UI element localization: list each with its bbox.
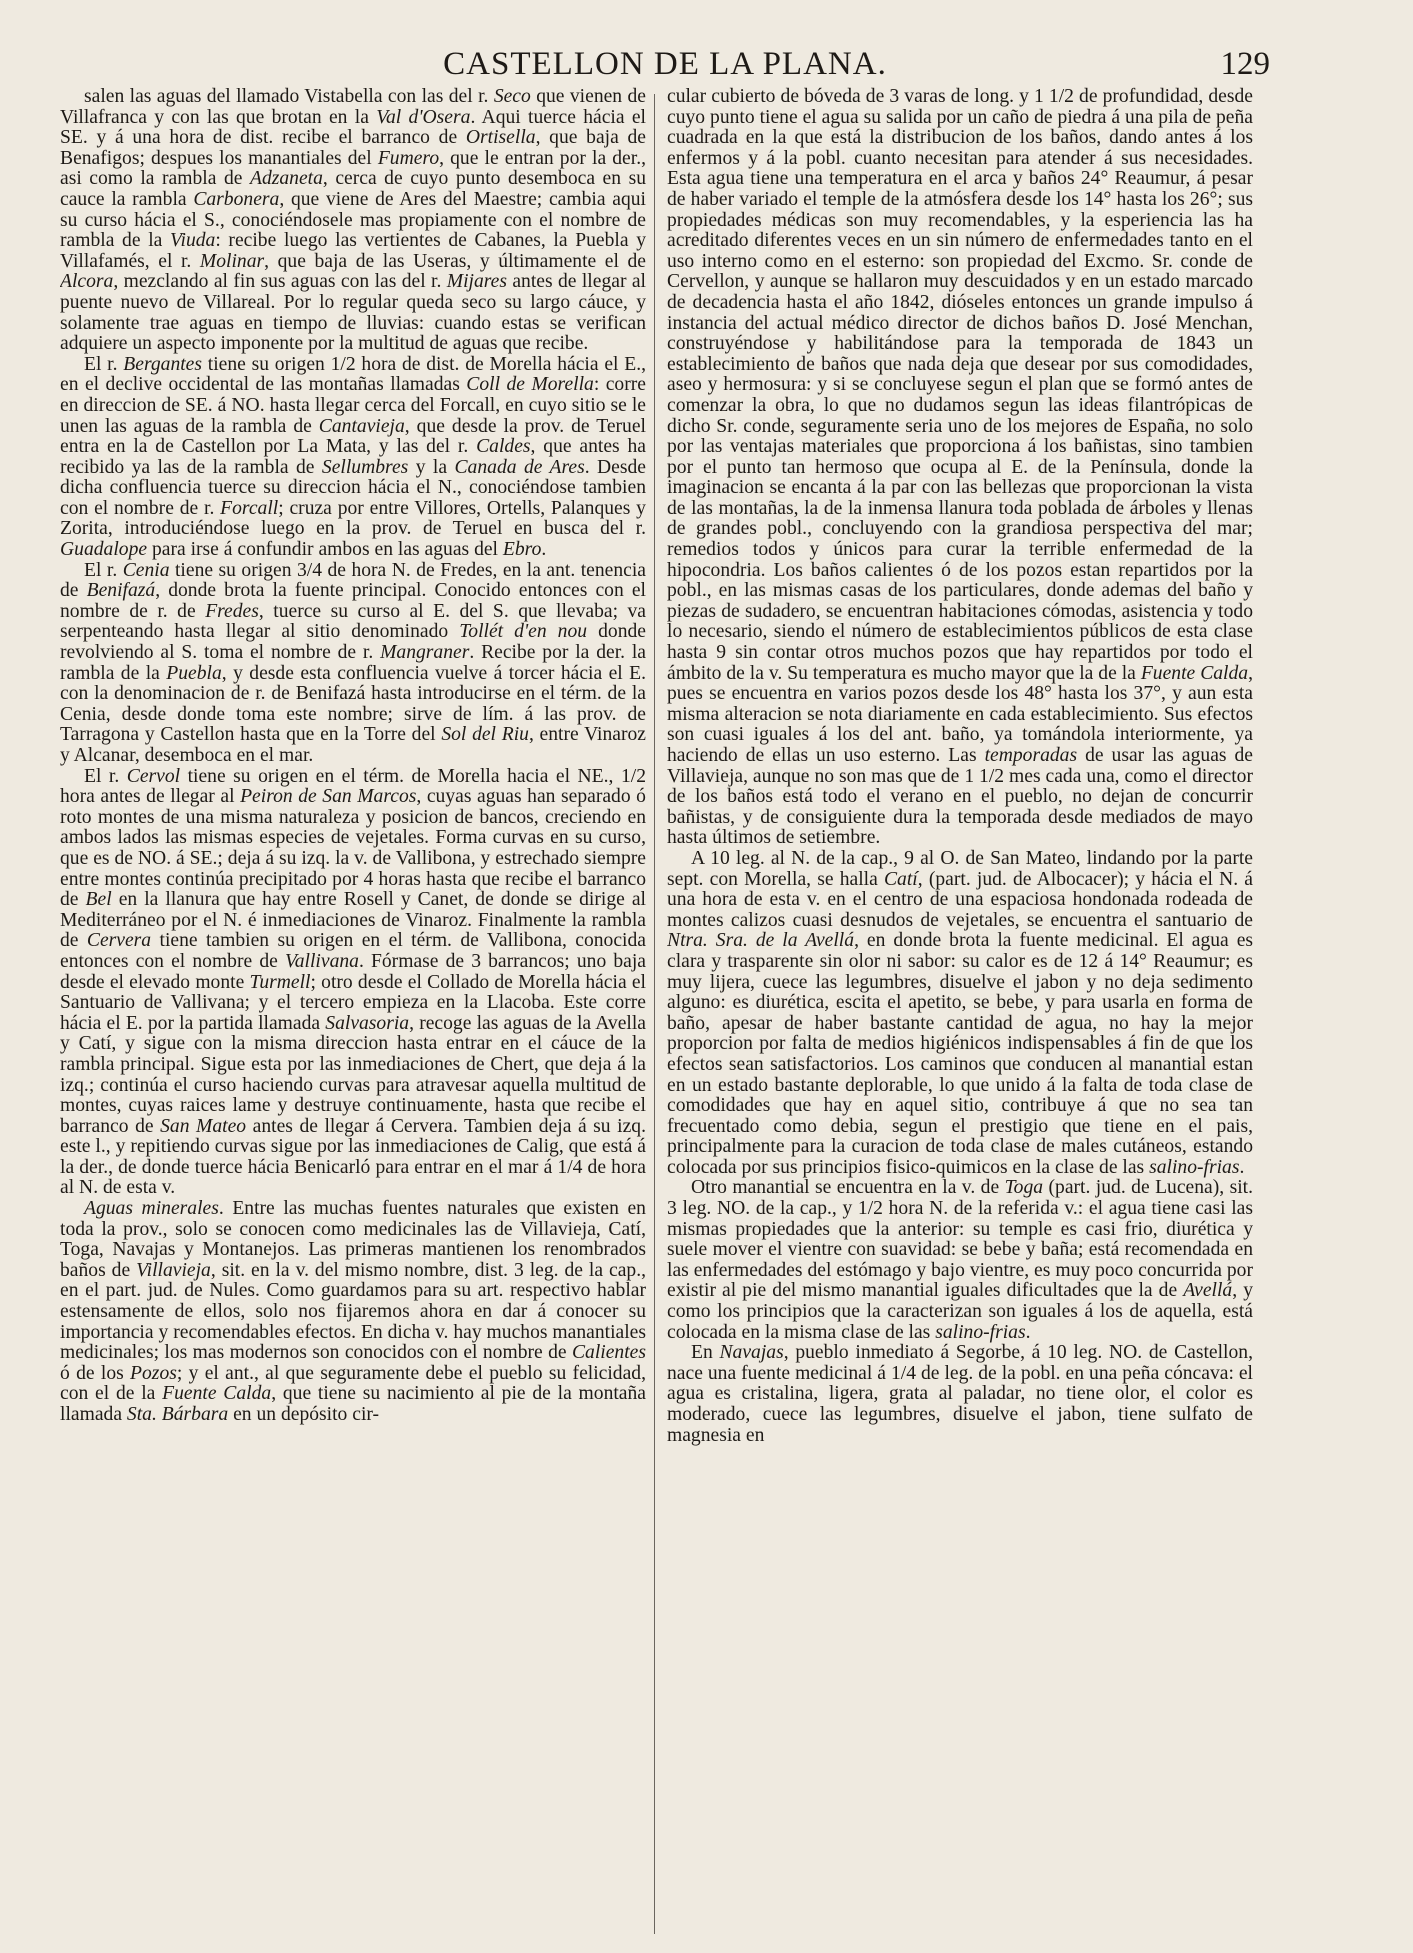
italic-term: Caldes	[476, 436, 531, 458]
text-run: en la llanura que hay entre Rosell y Canet, de donde se dirige al Mediterráneo por el N. é inmediaciones de Vinaroz. Finalmente la rambla de	[60, 889, 646, 952]
italic-term: Fuente Calda	[1140, 662, 1249, 684]
paragraph	[60, 87, 646, 355]
italic-term: Navajas	[719, 1342, 784, 1364]
text-run: , y desde esta confluencia vuelve á torcer hácia el E. con la denominacion de r. de Benifazá hasta introducirse en el térm. de la Cenia, desde donde toma este nombre; sirve de lím. á las prov. de Tarragona y Castellon hasta que en la Torre del	[60, 662, 646, 746]
text-run: , cerca de cuyo punto desemboca en su cauce la rambla	[60, 168, 646, 210]
text-run: para irse á confundir ambos en las aguas del	[147, 539, 503, 561]
text-run: en un depósito cir-	[228, 1404, 380, 1425]
text-run: . Aqui tuerce hácia el SE. y á una hora de dist. recibe el barranco de	[60, 106, 646, 149]
italic-term: Mangraner	[380, 642, 470, 664]
right-column	[667, 87, 1253, 1937]
paragraph	[60, 561, 646, 767]
italic-term: Ortisella	[465, 127, 536, 149]
paragraph	[667, 849, 1253, 1179]
italic-term: San Mateo	[160, 1115, 247, 1137]
italic-term: Alcora	[60, 271, 114, 293]
italic-term: salino-frias	[1149, 1156, 1240, 1178]
text-run: , sit. en la v. del mismo nombre, dist. 3 leg. de la cap., en el part. jud. de Nules. Como guardamos para su art. respectivo hablar estensamente de ellos, solo nos fijaremos ahora en dar á conocer su importancia y recomendables efectos. En dicha v. hay muchos manantiales medicinales; los mas modernos son conocidos con el nombre de	[60, 1259, 646, 1364]
italic-term: Val d'Osera	[376, 106, 471, 128]
text-run: , (part. jud. de Albocacer); y hácia el N. á una hora de esta v. en el centro de una espaciosa hondonada rodeada de montes calizos cuasi desnudos de vejetales, se encuentra el santuario de	[667, 868, 1253, 931]
italic-term: Mijares	[446, 271, 507, 293]
italic-term: Sta. Bárbara	[126, 1404, 229, 1425]
text-run: , entre Vinaroz y Alcanar, desemboca en el mar.	[60, 724, 646, 766]
text-run: antes de llegar al puente nuevo de Villareal. Por lo regular queda seco su largo cáuce, y solamente trae aguas en tiempo de lluvias: cuando estas se verifican adquiere un aspecto imponente por la multitud de aguas que recibe.	[60, 271, 646, 355]
italic-term: Cantavieja	[318, 415, 405, 437]
text-run: (part. jud. de Lucena), sit. 3 leg. NO. de la cap., y 1/2 hora N. de la referida v.: el agua tiene casi las mismas propiedades que la anterior: su temple es casi frio, diurética y suele mover el vientre con suavidad: se bebe y baña; está recomendada en las enfermedades del estómago y bajo vientre, es muy poco concurrida por existir al pie del mismo manantial iguales dificultades que la de	[667, 1177, 1253, 1302]
italic-term: Fumero	[377, 147, 440, 169]
italic-term: Peiron de San Marcos	[240, 786, 417, 808]
italic-term: Villavieja	[136, 1259, 211, 1281]
text-run: ó de los	[60, 1362, 131, 1384]
text-run: ; y el ant., al que seguramente debe el pueblo su felicidad, con el de la	[60, 1362, 646, 1405]
italic-term: Viuda	[169, 230, 216, 252]
text-run: . Entre las muchas fuentes naturales que existen en toda la prov., solo se conocen como medicinales las de Villavieja, Catí, Toga, Navajas y Montanejos. Las primeras mantienen los renombrados baños de	[60, 1198, 646, 1281]
text-run: A 10 leg. al N. de la cap., 9 al O. de San Mateo, lindando por la parte sept. con Morella, se halla	[667, 847, 1253, 890]
page-number: 129	[1220, 46, 1270, 82]
text-run: , mezclando al fin sus aguas con las del r.	[113, 271, 447, 293]
italic-term: Catí	[883, 868, 918, 890]
text-run: antes de llegar á Cervera. Tambien deja á su izq. este l., y repitiendo curvas sigue por las inmediaciones de Calig, que está á la der., de donde tuerce hácia Benicarló para entrar en el mar á 1/4 de hora al N. de esta v.	[60, 1115, 646, 1199]
text-run: ; cruza por entre Villores, Ortells, Palanques y Zorita, introduciéndose luego en la prov. de Teruel en busca del r.	[60, 497, 646, 540]
italic-term: Guadalope	[60, 539, 148, 561]
paragraph	[667, 87, 1253, 849]
text-run: , que tiene su nacimiento al pie de la montaña llamada	[60, 1383, 646, 1425]
paragraph	[667, 1343, 1253, 1446]
text-run: El r.	[84, 353, 124, 375]
text-run: de usar las aguas de Villavieja, aunque no son mas que de 1 1/2 mes cada una, como el director de los baños está todo el verano en el pueblo, no dejan de concurrir bañistas, y de consiguiente dura la temporada desde mediados de mayo hasta últimos de setiembre.	[667, 745, 1253, 849]
text-run: , que desde la prov. de Teruel entra en la de Castellon por La Mata, y las del r.	[60, 415, 646, 458]
italic-term: Avellá	[1183, 1280, 1233, 1302]
paragraph	[667, 1178, 1253, 1343]
italic-term: Cervera	[86, 930, 152, 952]
text-run: y la	[408, 456, 455, 478]
text-run: , cuyas aguas han separado ó roto montes de una misma naturaleza y posicion de bancos, creciendo en ambos lados las mismas especies de vejetales. Forma curvas en su curso, que es de NO. á SE.; deja á su izq. la v. de Vallibona, y estrechado siempre entre montes continúa precipitado por 4 horas hasta que recibe el barranco de	[60, 786, 646, 911]
italic-term: Coll de Morella	[466, 374, 594, 396]
italic-term: Cervol	[126, 765, 181, 787]
text-run: , que baja de las Useras, y últimamente el de	[264, 250, 646, 272]
text-run: , recoge las aguas de la Avella y Catí, y sigue con la misma direccion hasta entrar en el cáuce de la rambla principal. Sigue esta por las inmediaciones de Chert, que deja á la izq.; continúa el curso haciendo curvas para atravesar aquella multitud de montes, cuyas raices lame y destruye continuamente, hasta que recibe el barranco de	[60, 1012, 646, 1137]
text-run: salen las aguas del llamado Vistabella con las del r.	[84, 87, 494, 107]
italic-term: Forcall	[220, 497, 279, 519]
italic-term: Toga	[1004, 1177, 1044, 1199]
text-run: . Recibe por la der. la rambla de la	[60, 642, 646, 684]
page-header	[60, 42, 1270, 86]
italic-term: Molinar	[199, 250, 265, 272]
text-run: tiene su origen 1/2 hora de dist. de Morella hácia el E., en el declive occidental de las montañas llamadas	[60, 353, 646, 396]
text-run: , que antes ha recibido ya las de la rambla de	[60, 436, 646, 478]
paragraph	[60, 355, 646, 561]
italic-term: Fredes	[205, 600, 259, 622]
italic-term: Aguas minerales	[84, 1198, 219, 1220]
italic-term: Sol del Riu	[441, 724, 529, 746]
italic-term: Bergantes	[123, 353, 203, 375]
text-run: Otro manantial se encuentra en la v. de	[691, 1177, 1005, 1199]
text-run: tiene tambien su origen en el térm. de Vallibona, conocida entonces con el nombre de	[60, 930, 646, 972]
column-divider	[654, 94, 655, 1934]
text-run: tiene su origen en el térm. de Morella hacia el NE., 1/2 hora antes de llegar al	[60, 765, 646, 808]
page-title: CASTELLON DE LA PLANA.	[443, 46, 887, 82]
italic-term: Benifazá	[86, 580, 156, 602]
italic-term: Tollét d'en nou	[459, 621, 588, 643]
text-run: El r.	[84, 559, 123, 581]
italic-term: Sellumbres	[321, 456, 409, 478]
text-run: tiene su origen 3/4 de hora N. de Fredes, en la ant. tenencia de	[60, 559, 646, 602]
text-run: donde revolviendo al S. toma el nombre de r.	[60, 621, 646, 664]
text-run: , que baja de Benafigos; despues los manantiales del	[60, 127, 646, 169]
text-run: El r.	[84, 765, 127, 787]
paragraph	[60, 767, 646, 1199]
text-run: . Desde dicha confluencia tuerce su direccion hácia el N., conociéndose tambien con el nombre de r.	[60, 456, 646, 519]
text-run: .	[1025, 1321, 1031, 1343]
italic-term: Calientes	[571, 1342, 646, 1364]
italic-term: Pozos	[130, 1362, 177, 1384]
text-run: , que viene de Ares del Maestre; cambia aqui su curso hácia el S., conociéndosele mas propiamente con el nombre de rambla de la	[60, 188, 646, 252]
italic-term: Fuente Calda	[162, 1383, 272, 1405]
text-run: , pueblo inmediato á Segorbe, á 10 leg. NO. de Castellon, nace una fuente medicinal á 1/4 de leg. de la pobl. en una peña cóncava: el agua es cristalina, ligera, grata al paladar, no tiene olor, el color es moderado, cuece las legumbres, disuelve el jabon, tiene sulfato de magnesia en	[667, 1342, 1253, 1446]
text-run: , que le entran por la der., asi como la rambla de	[60, 147, 646, 190]
italic-term: salino-frias	[935, 1321, 1026, 1343]
italic-term: Salvasoria	[325, 1012, 410, 1034]
text-run: cular cubierto de bóveda de 3 varas de long. y 1 1/2 de profundidad, desde cuyo punto tiene el agua su salida por un caño de piedra á una pila de peña cuadrada en la que está la distribucion de los baños, dando antes á los enfermos y á la pobl. cuanto necesitan para atender á sus necesidades. Esta agua tiene una temperatura en el arca y baños 24° Reaumur, á pesar de haber variado el temple de la atmósfera desde los 14° hasta los 26°; sus propiedades médicas son muy recomendables, y la esperiencia las ha acreditado diferentes veces en un sin número de enfermedades tanto en el uso interno como en el esterno: son propiedad del Excmo. Sr. conde de Cervellon, y aunque se hallaron muy descuidados y en un estado marcado de decadencia hasta el año 1842, dióseles entonces un grande impulso á instancia del actual médico director de dichos baños D. José Menchan, construyéndose y habilitándose para la temporada de 1843 un establecimiento de baños que nada deja que desear por sus comodidades, aseo y hermosura: y si se concluyese segun el plan que se formó antes de comenzar la obra, lo que no dudamos segun las ideas filantrópicas de dicho Sr. conde, seguramente seria uno de los mejores de España, no solo por las ventajas materiales que proporciona á los bañistas, sino tambien por el punto tan hermoso que ocupa al E. de la Península, donde la imaginacion se encanta á la par con las bellezas que proporcionan la vista de las montañas, la de la inmensa llanura toda poblada de árboles y llenas de grandes pobl., concluyendo con la grandiosa perspectiva del mar; remedios todos y únicos para curar la terrible enfermedad de la hipocondria. Los baños calientes ó de los pozos estan repartidos por la pobl., en las mismas casas de los particulares, donde ademas del baño y piezas de sudadero, se encuentran habitaciones cómodas, asistencia y todo lo necesario, siendo el número de establecimientos públicos de esta clase hasta 9 sin contar otros muchos pozos que hay repartidos por todo el ámbito de la v. Su temperatura es mucho mayor que la de la	[667, 87, 1253, 684]
italic-term: Bel	[85, 889, 112, 911]
left-column	[60, 87, 646, 1937]
text-run: , donde brota la fuente principal. Conocido entonces con el nombre de r. de	[60, 580, 646, 622]
text-run: , y como los principios que la caracterizan son iguales á los de aquella, está colocada en la misma clase de las	[667, 1280, 1253, 1343]
text-run: ; otro desde el Collado de Morella hácia el Santuario de Vallivana; y el tercero empieza en la Llacoba. Este corre hácia el E. por la partida llamada	[60, 971, 646, 1034]
italic-term: Turmell	[249, 971, 311, 993]
text-run: , en donde brota la fuente medicinal. El agua es clara y trasparente sin olor ni sabor: su calor es de 12 á 14° Reaumur; es muy lijera, cuece las legumbres, disuelve el jabon y no deja sedimento alguno: es diurética, escita el apetito, se bebe, y para usarla en forma de baño, apesar de haber bastante cantidad de agua, no hay la mejor proporcion por falta de medios higiénicos indispensables á fin de que los efectos sean satisfactorios. Los caminos que conducen al manantial estan en un estado bastante deplorable, lo que unido á la falta de toda clase de comodidades que hay en aquel sitio, contribuye á que no sea tan frecuentado como debia, segun el prestigio que tiene en el pais, principalmente para la curacion de toda clase de males cutáneos, estando colocada por sus principios fisico-quimicos en la clase de las	[667, 930, 1253, 1178]
italic-term: Carbonera	[193, 188, 280, 210]
italic-term: Ebro	[502, 539, 542, 561]
italic-term: Vallivana	[284, 950, 359, 972]
text-run: : recibe luego las vertientes de Cabanes, la Puebla y Villafamés, el r.	[60, 230, 646, 272]
paragraph	[60, 1199, 646, 1426]
italic-term: Seco	[493, 87, 531, 107]
text-run: , pues se encuentra en varios pozos desde los 48° hasta los 37°, y aun esta misma alteracion se nota diariamente en cada establecimiento. Sus efectos son cuasi iguales á los del ant. baño, ya tomándola interiormente, ya haciendo de ellas un uso esterno. Las	[667, 662, 1253, 766]
text-run: que vienen de Villafranca y con las que brotan en la	[60, 87, 646, 128]
text-run: . Fórmase de 3 barrancos; uno baja desde el elevado monte	[60, 950, 646, 993]
italic-term: temporadas	[984, 745, 1078, 766]
text-run: .	[541, 539, 547, 561]
italic-term: Canada de Ares	[454, 456, 585, 478]
text-run: .	[1239, 1156, 1245, 1178]
text-run: , tuerce su curso al E. del S. que llevaba; va serpenteando hasta llegar al sitio denominado	[60, 600, 646, 643]
text-run: En	[691, 1342, 720, 1364]
text-run: : corre en direccion de SE. á NO. hasta llegar cerca del Forcall, en cuyo sitio se le unen las aguas de la rambla de	[60, 374, 646, 437]
italic-term: Puebla	[166, 662, 222, 684]
italic-term: Adzaneta	[249, 168, 323, 190]
italic-term: Ntra. Sra. de la Avellá	[667, 930, 855, 952]
italic-term: Cenia	[122, 559, 170, 581]
